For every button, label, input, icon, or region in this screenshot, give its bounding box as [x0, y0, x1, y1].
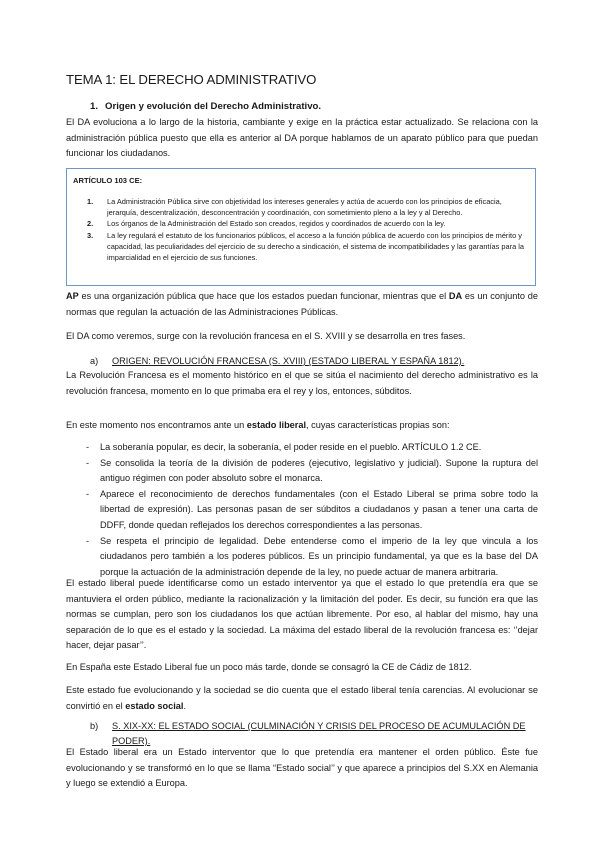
list-item: - Se respeta el principio de legalidad. Debe entenderse como el imperio de la ley que vincula a los ciudadanos pero también a los poderes públicos. Es un principio fundamental, ya que es la base del DA porque la actuación de la administración depende de la ley, no puede actuar de manera arbitraria. [86, 535, 538, 577]
paragraph-social: El Estado liberal era un Estado interventor que lo que pretendía era mantener el orden público. Éste fue evolucionando y se transformó en lo que se llama “Estado social’’ y que aparece a principios del S.XX en Alemania y luego se extendió a Europa. [66, 747, 538, 789]
paragraph-ap: AP es una organización pública que hace que los estados puedan funcionar, mientras que el DA es un conjunto de normas que regulan la actuación de las Administraciones Públicas. [66, 291, 538, 317]
list-item: - Aparece el reconocimiento de derechos fundamentales (con el Estado Liberal se prima sobre todo la libertad de expresión). Las personas pasan de ser súbditos a ciudadanos y pasan a tener una carta de DDFF, donde quedan reflejados los derechos correspondientes a las personas. [86, 488, 538, 530]
section-1-number: 1. [90, 101, 99, 112]
paragraph-evolucion: Este estado fue evolucionando y la sociedad se dio cuenta que el estado liberal tenía carencias. Al evolucionar se convirtió en el estado social. [66, 685, 538, 711]
article-list [87, 196, 527, 263]
article-item: 2. Los órganos de la Administración del Estado son creados, regidos y coordinados de acuerdo con la ley. [87, 219, 446, 229]
paragraph-fases: El DA como veremos, surge con la revolución francesa en el S. XVIII y se desarrolla en tres fases. [66, 331, 466, 341]
paragraph-espana: En España este Estado Liberal fue un poco más tarde, donde se consagró la CE de Cádiz de 1812. [66, 662, 472, 672]
paragraph-revolucion: La Revolución Francesa es el momento histórico en el que se sitúa el nacimiento del derecho administrativo es la revolución francesa, momento en lo que primaba era el rey y los, entonces, súbditos. [66, 370, 538, 396]
list-item: - La soberanía popular, es decir, la soberanía, el poder reside en el pueblo. ARTÍCULO 1.2 CE. [86, 442, 482, 452]
article-item: 3. La ley regulará el estatuto de los funcionarios públicos, el acceso a la función pública de acuerdo con los principios de mérito y capacidad, las peculiaridades del ejercicio de su derecho a sindicación, el sistema de incompatibilidades y las garantías para la imparcialidad en el ejercicio de sus funciones. [87, 230, 524, 263]
section-1-heading [90, 101, 321, 112]
list-item: - Se consolida la teoría de la división de poderes (ejecutivo, legislativo y judicial). Supone la ruptura del antiguo régimen con poder absoluto sobre el monarca. [86, 457, 538, 484]
article-103-box [66, 168, 536, 286]
article-item: 1. La Administración Pública sirve con objetividad los intereses generales y actúa de acuerdo con los principios de eficacia, jerarquía, descentralización, desconcentración y coordinación, con sometimiento pleno a la ley y al Derecho. [87, 197, 502, 218]
paragraph-interventor: El estado liberal puede identificarse como un estado interventor ya que el estado lo que pretendía era que se mantuviera el orden público, mediante la racionalización y la limitación del poder. Es decir, su función era que las normas se cumplan, pero son los ciudadanos los que actúan libremente. Por eso, al hablar del mismo, hay una separación de lo que es el estado y la sociedad. La máxima del estado liberal de la revolución francesa es: ‘’dejar hacer, dejar pasar’’. [66, 578, 538, 651]
section-a-heading: a) ORIGEN: REVOLUCIÓN FRANCESA (S. XVIII) (ESTADO LIBERAL Y ESPAÑA 1812). [90, 356, 465, 366]
paragraph-liberal: En este momento nos encontramos ante un estado liberal, cuyas características propias son: [66, 420, 450, 430]
paragraph-intro: El DA evoluciona a lo largo de la historia, cambiante y exige en la práctica estar actualizado. Se relaciona con la administración pública puesto que ella es anterior al DA porque hablamos de un aparato público para que puedan funcionar los ciudadanos. [66, 117, 538, 159]
section-1-title: Origen y evolución del Derecho Administrativo. [105, 101, 322, 112]
section-b-heading: b) S. XIX-XX: EL ESTADO SOCIAL (CULMINACIÓN Y CRISIS DEL PROCESO DE ACUMULACIÓN DE PODER). [90, 721, 526, 746]
article-label: ARTÍCULO 103 CE: [73, 176, 143, 185]
page-title: TEMA 1: EL DERECHO ADMINISTRATIVO [66, 72, 317, 87]
liberal-characteristics-list [66, 440, 538, 580]
